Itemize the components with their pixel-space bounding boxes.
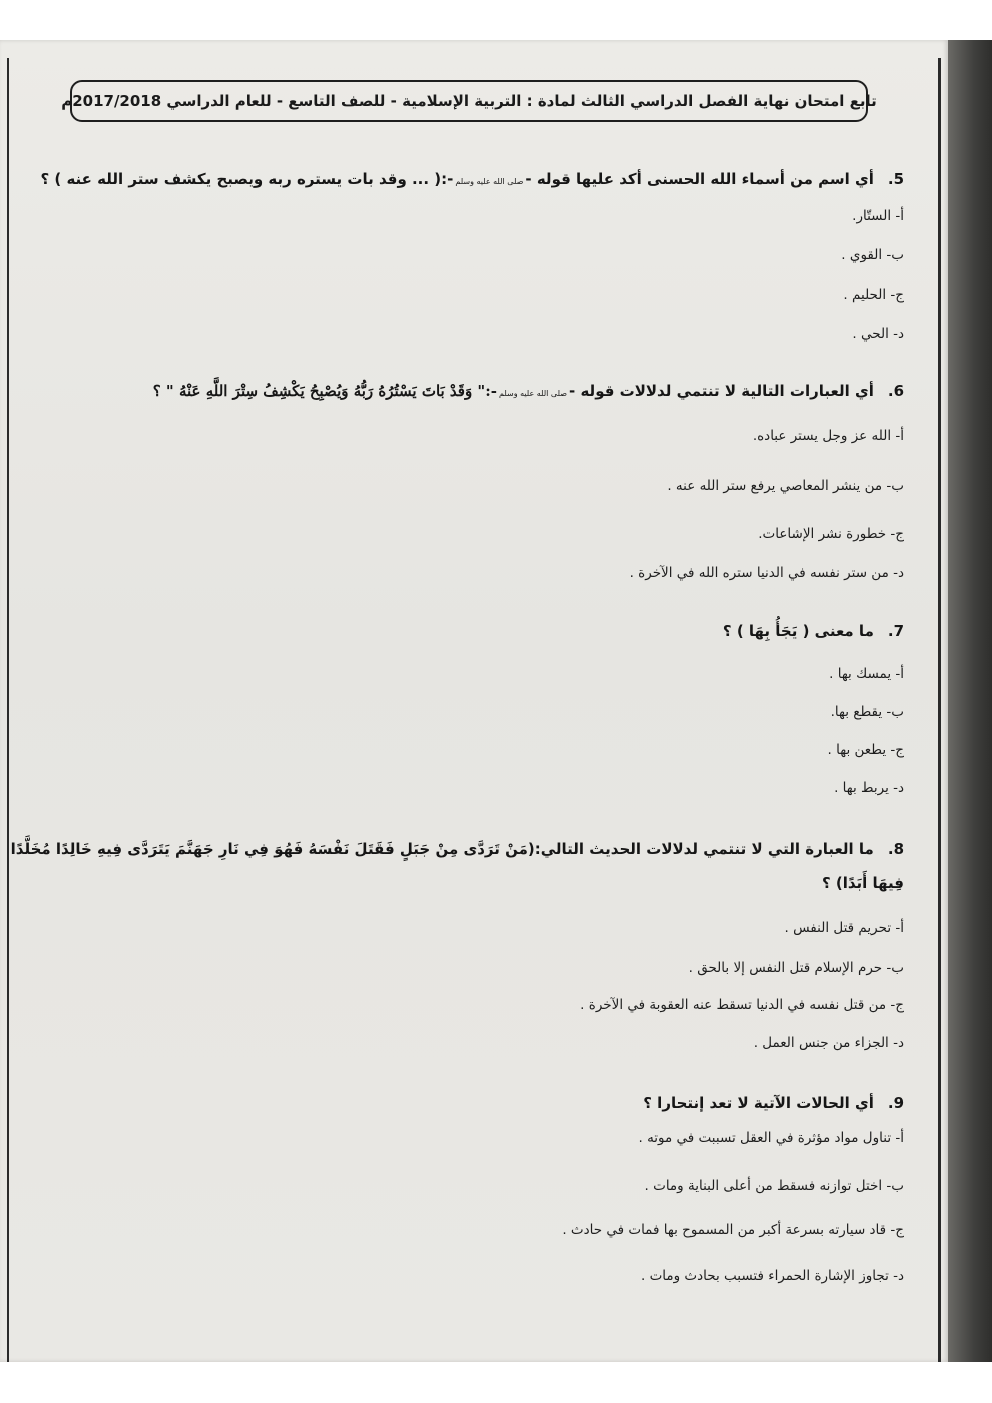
option-a[interactable]: أ- الستّار. <box>852 208 904 224</box>
option-b[interactable]: ب- من ينشر المعاصي يرفع ستر الله عنه . <box>667 478 904 494</box>
question-quote: -:" وَقَدْ بَاتَ يَسْتُرُهُ رَبُّهُ وَيُصْبِحُ يَكْشِفُ سِتْرَ اللَّهِ عَنْهُ " ؟ <box>152 382 498 400</box>
question-8 <box>10 838 904 1051</box>
question-number: 5. <box>887 170 904 188</box>
option-a[interactable]: أ- تناول مواد مؤثرة في العقل تسببت في موته . <box>638 1130 904 1146</box>
option-d[interactable]: د- الحي . <box>852 326 904 342</box>
option-d[interactable]: د- تجاوز الإشارة الحمراء فتسبب بحادث ومات . <box>640 1268 904 1284</box>
option-c[interactable]: ج- من قتل نفسه في الدنيا تسقط عنه العقوبة في الآخرة . <box>580 997 904 1013</box>
page-border-left <box>7 58 9 1362</box>
option-d[interactable]: د- الجزاء من جنس العمل . <box>753 1035 904 1051</box>
option-c[interactable]: ج- الحليم . <box>843 287 904 303</box>
option-d[interactable]: د- يربط بها . <box>834 780 904 796</box>
question-text: ما معنى ( يَجَأُ بِهَا ) ؟ <box>722 622 874 640</box>
background-edge <box>948 40 992 1362</box>
question-text: أي اسم من أسماء الله الحسنى أكد عليها قوله - <box>525 170 874 188</box>
honorific-note: صلى الله عليه وسلم <box>499 389 568 398</box>
option-c[interactable]: ج- قاد سيارته بسرعة أكبر من المسموح بها فمات في حادث . <box>562 1222 904 1238</box>
option-b[interactable]: ب- اختل توازنه فسقط من أعلى البناية ومات . <box>644 1178 904 1194</box>
question-9 <box>84 1092 904 1284</box>
top-margin <box>0 0 992 40</box>
question-number: 6. <box>887 382 904 400</box>
option-a[interactable]: أ- يمسك بها . <box>829 666 904 682</box>
bottom-margin <box>0 1362 992 1403</box>
question-7 <box>84 620 904 796</box>
honorific-note: صلى الله عليه وسلم <box>455 177 524 186</box>
question-7-stem <box>84 620 904 642</box>
option-c[interactable]: ج- يطعن بها . <box>827 742 904 758</box>
option-d[interactable]: د- من ستر نفسه في الدنيا ستره الله في الآخرة . <box>629 565 904 581</box>
question-9-stem <box>84 1092 904 1114</box>
question-8-stem <box>10 838 904 860</box>
page-border-right <box>938 58 941 1362</box>
question-number: 9. <box>887 1094 904 1112</box>
option-c[interactable]: ج- خطورة نشر الإشاعات. <box>758 526 904 542</box>
exam-header-title: تابع امتحان نهاية الفصل الدراسي الثالث لمادة : التربية الإسلامية - للصف التاسع - للعام الدراسي 2017/2018م <box>61 92 877 110</box>
exam-paper <box>0 40 948 1362</box>
question-quote: -:( ... وقد بات يستره ربه ويصبح يكشف ستر الله عنه ) ؟ <box>40 170 454 188</box>
option-a[interactable]: أ- تحريم قتل النفس . <box>784 920 904 936</box>
question-number: 7. <box>887 622 904 640</box>
question-text: أي العبارات التالية لا تنتمي لدلالات قوله - <box>569 382 874 400</box>
option-a[interactable]: أ- الله عز وجل يستر عباده. <box>752 428 904 444</box>
question-number: 8. <box>887 840 904 858</box>
option-b[interactable]: ب- يقطع بها. <box>830 704 904 720</box>
question-text: ما العبارة التي لا تنتمي لدلالات الحديث التالي:(مَنْ تَرَدَّى مِنْ جَبَلٍ فَقَتَلَ نَفْسَهُ فَهُوَ فِي نَارِ جَهَنَّمَ يَتَرَدَّى فِيهِ خَالِدًا مُخَلَّدًا <box>10 840 874 858</box>
question-8-stem-continued: فِيهَا أَبَدًا) ؟ <box>821 874 904 892</box>
exam-header <box>61 80 877 122</box>
option-b[interactable]: ب- القوي . <box>841 247 904 263</box>
question-6-stem <box>84 380 904 405</box>
question-text: أي الحالات الآتية لا تعد إنتحارا ؟ <box>643 1094 874 1112</box>
option-b[interactable]: ب- حرم الإسلام قتل النفس إلا بالحق . <box>688 960 904 976</box>
question-6 <box>84 380 904 581</box>
question-5-stem <box>40 168 904 193</box>
question-5 <box>40 168 904 342</box>
